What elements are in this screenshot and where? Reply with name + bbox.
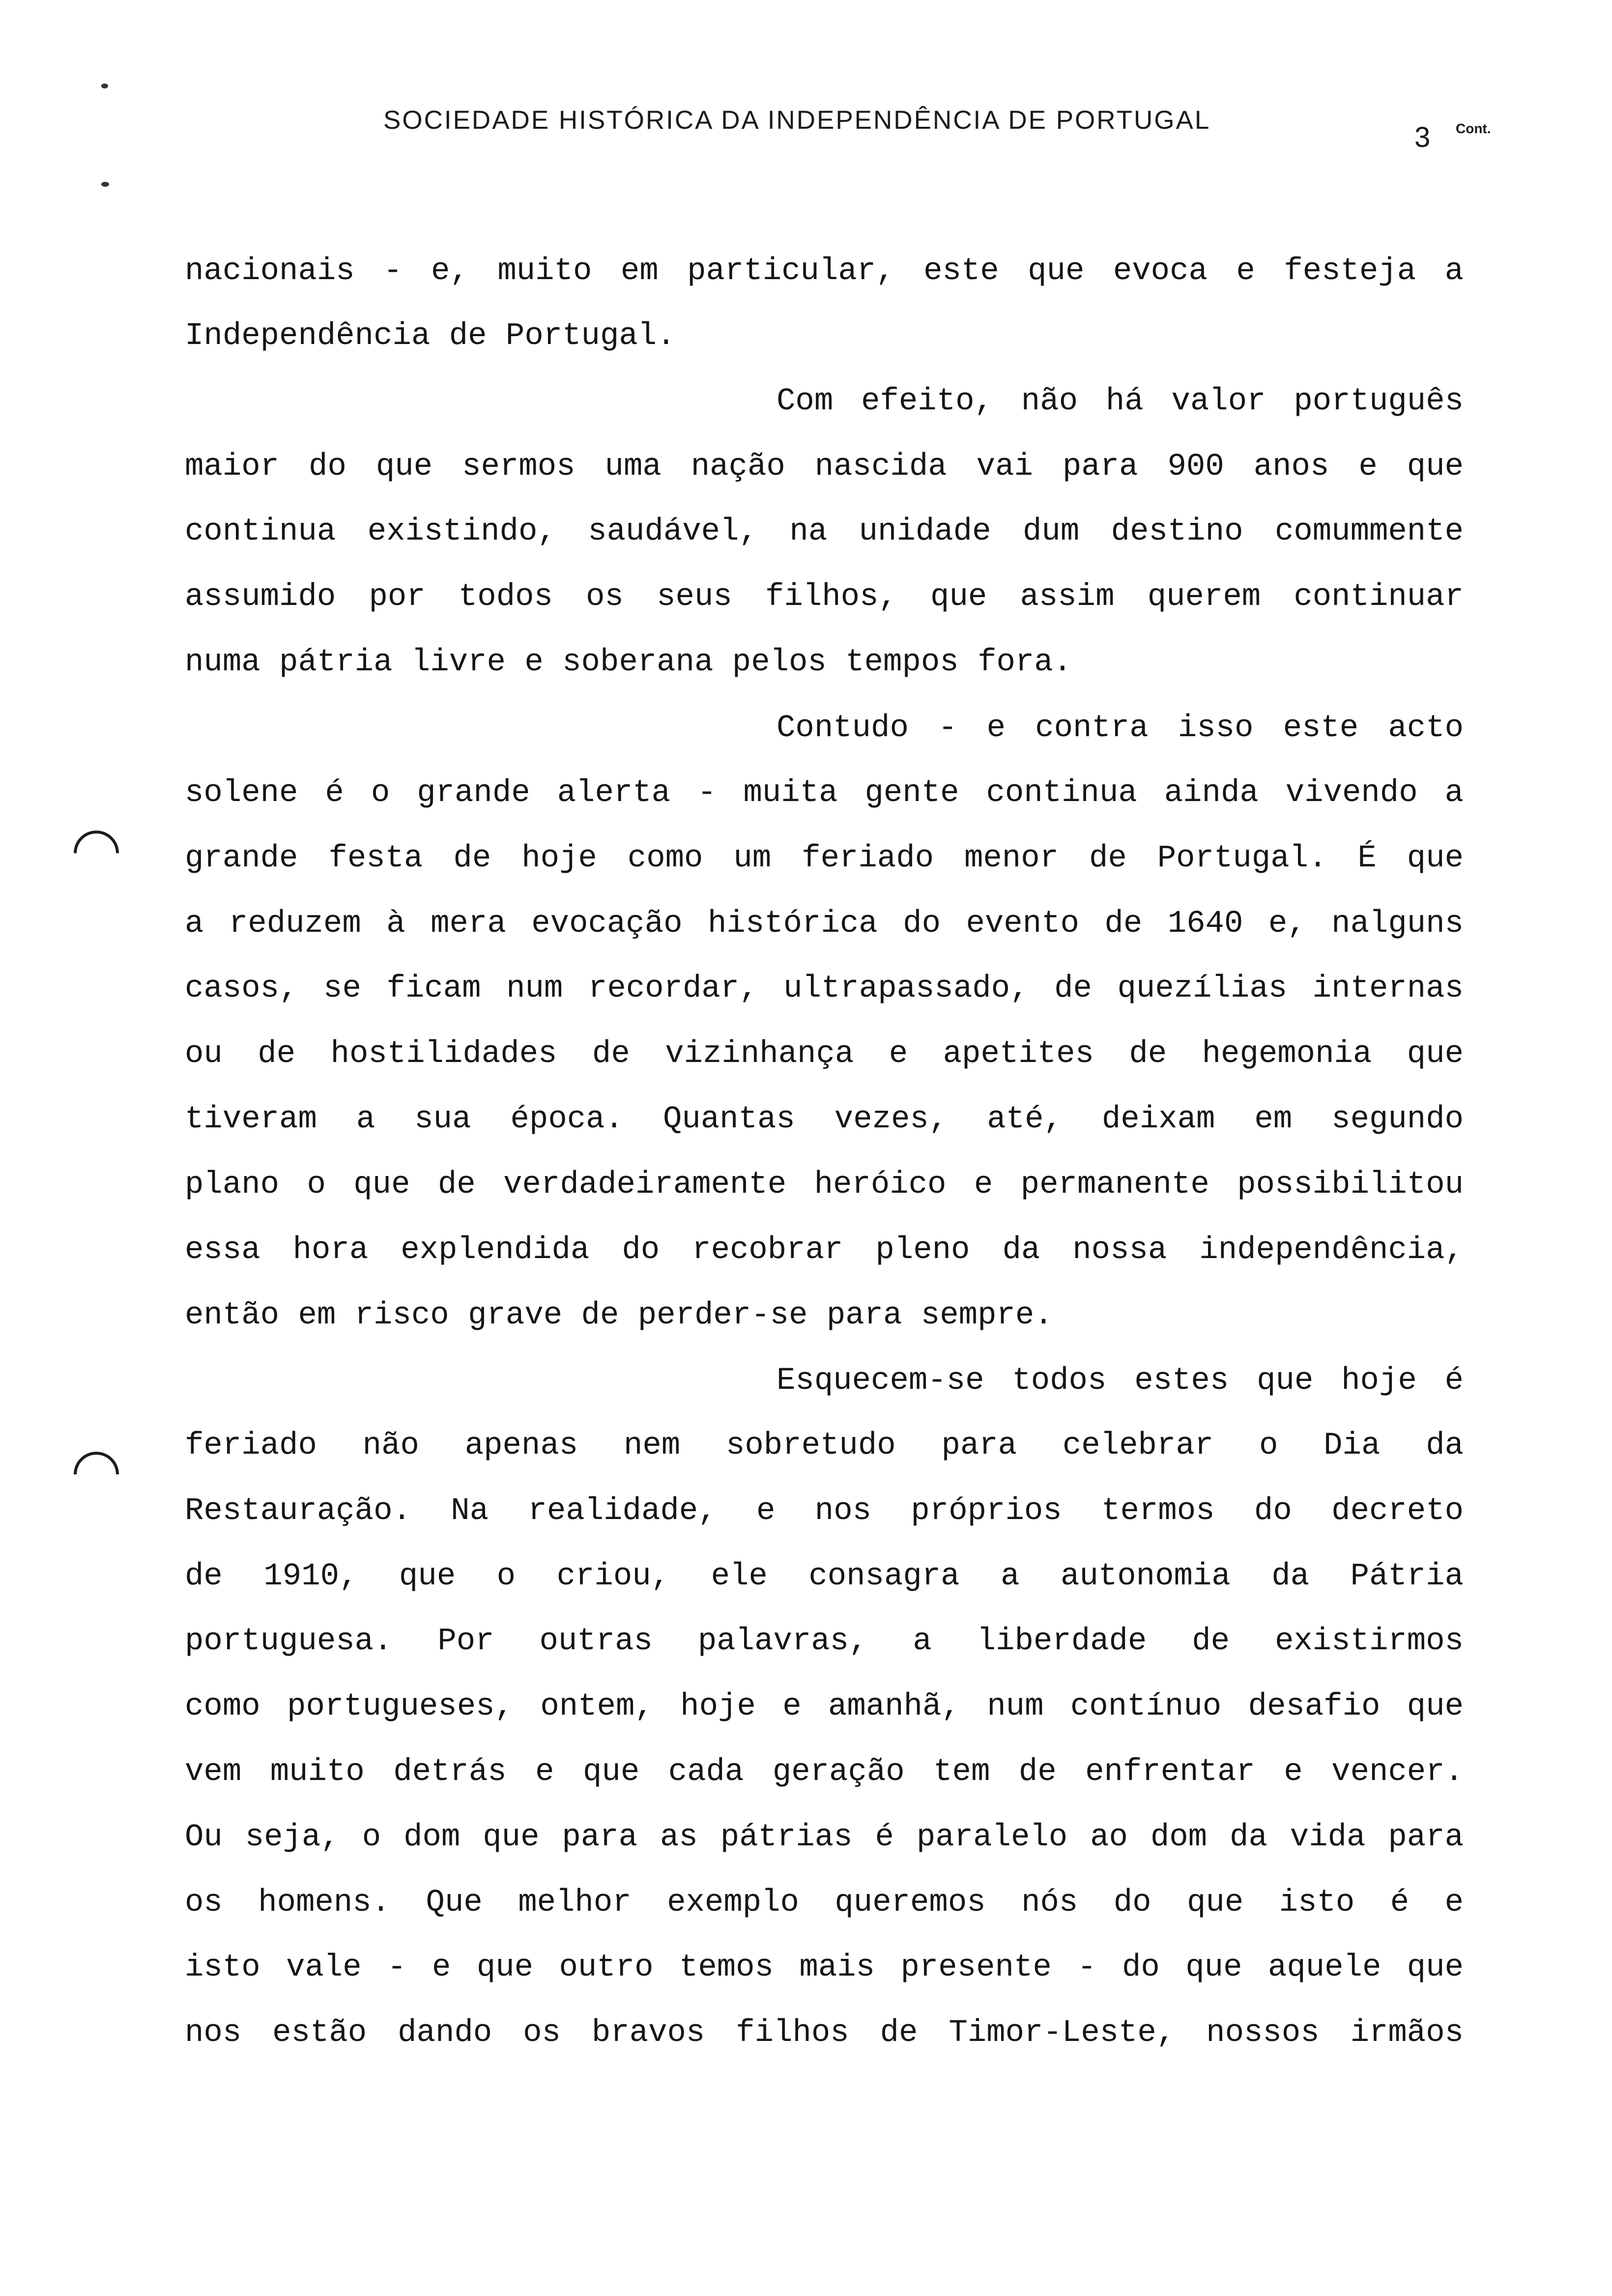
text-line: como portugueses, ontem, hoje e amanhã, num contínuo desafio que: [185, 1689, 1464, 1724]
text-line: continua existindo, saudável, na unidade dum destino comummente: [185, 514, 1464, 549]
text-line: Ou seja, o dom que para as pátrias é paralelo ao dom da vida para: [185, 1820, 1464, 1855]
text-line: feriado não apenas nem sobretudo para celebrar o Dia da: [185, 1428, 1464, 1464]
text-line: casos, se ficam num recordar, ultrapassado, de quezílias internas: [185, 971, 1464, 1006]
text-line: essa hora explendida do recobrar pleno da nossa independência,: [185, 1233, 1464, 1268]
text-line: Restauração. Na realidade, e nos próprios termos do decreto: [185, 1493, 1464, 1529]
scan-speck: [101, 182, 109, 187]
text-line: tiveram a sua época. Quantas vezes, até, deixam em segundo: [185, 1102, 1464, 1137]
text-line: ou de hostilidades de vizinhança e apetites de hegemonia que: [185, 1036, 1464, 1072]
text-line: nos estão dando os bravos filhos de Timor-Leste, nossos irmãos: [185, 2015, 1464, 2051]
text-line: grande festa de hoje como um feriado menor de Portugal. É que: [185, 841, 1464, 876]
text-line: numa pátria livre e soberana pelos tempos fora.: [185, 645, 1072, 680]
text-line: a reduzem à mera evocação histórica do evento de 1640 e, nalguns: [185, 906, 1464, 942]
letterhead-title: SOCIEDADE HISTÓRICA DA INDEPENDÊNCIA DE PORTUGAL: [383, 106, 1211, 135]
text-line: assumido por todos os seus filhos, que assim querem continuar: [185, 579, 1464, 615]
text-line: isto vale - e que outro temos mais presente - do que aquele que: [185, 1950, 1464, 1985]
text-line: Com efeito, não há valor português: [777, 384, 1464, 419]
text-line: os homens. Que melhor exemplo queremos nós do que isto é e: [185, 1885, 1464, 1921]
punch-hole-mark: [64, 821, 128, 885]
text-line: então em risco grave de perder-se para sempre.: [185, 1298, 1053, 1333]
text-line: solene é o grande alerta - muita gente continua ainda vivendo a: [185, 775, 1464, 811]
text-line: Independência de Portugal.: [185, 318, 676, 354]
text-line: Contudo - e contra isso este acto: [777, 711, 1464, 746]
text-line: Esquecem-se todos estes que hoje é: [777, 1363, 1464, 1399]
text-line: portuguesa. Por outras palavras, a liberdade de existirmos: [185, 1624, 1464, 1659]
continuation-mark: Cont.: [1456, 121, 1491, 136]
text-line: vem muito detrás e que cada geração tem de enfrentar e vencer.: [185, 1754, 1464, 1790]
text-line: plano o que de verdadeiramente heróico e permanente possibilitou: [185, 1167, 1464, 1203]
text-line: maior do que sermos uma nação nascida vai para 900 anos e que: [185, 449, 1464, 485]
punch-hole-mark: [64, 1442, 128, 1506]
page-number: 3: [1414, 121, 1431, 153]
text-line: nacionais - e, muito em particular, este que evoca e festeja a: [185, 254, 1464, 289]
text-line: de 1910, que o criou, ele consagra a autonomia da Pátria: [185, 1559, 1464, 1594]
scan-speck: [101, 84, 108, 88]
